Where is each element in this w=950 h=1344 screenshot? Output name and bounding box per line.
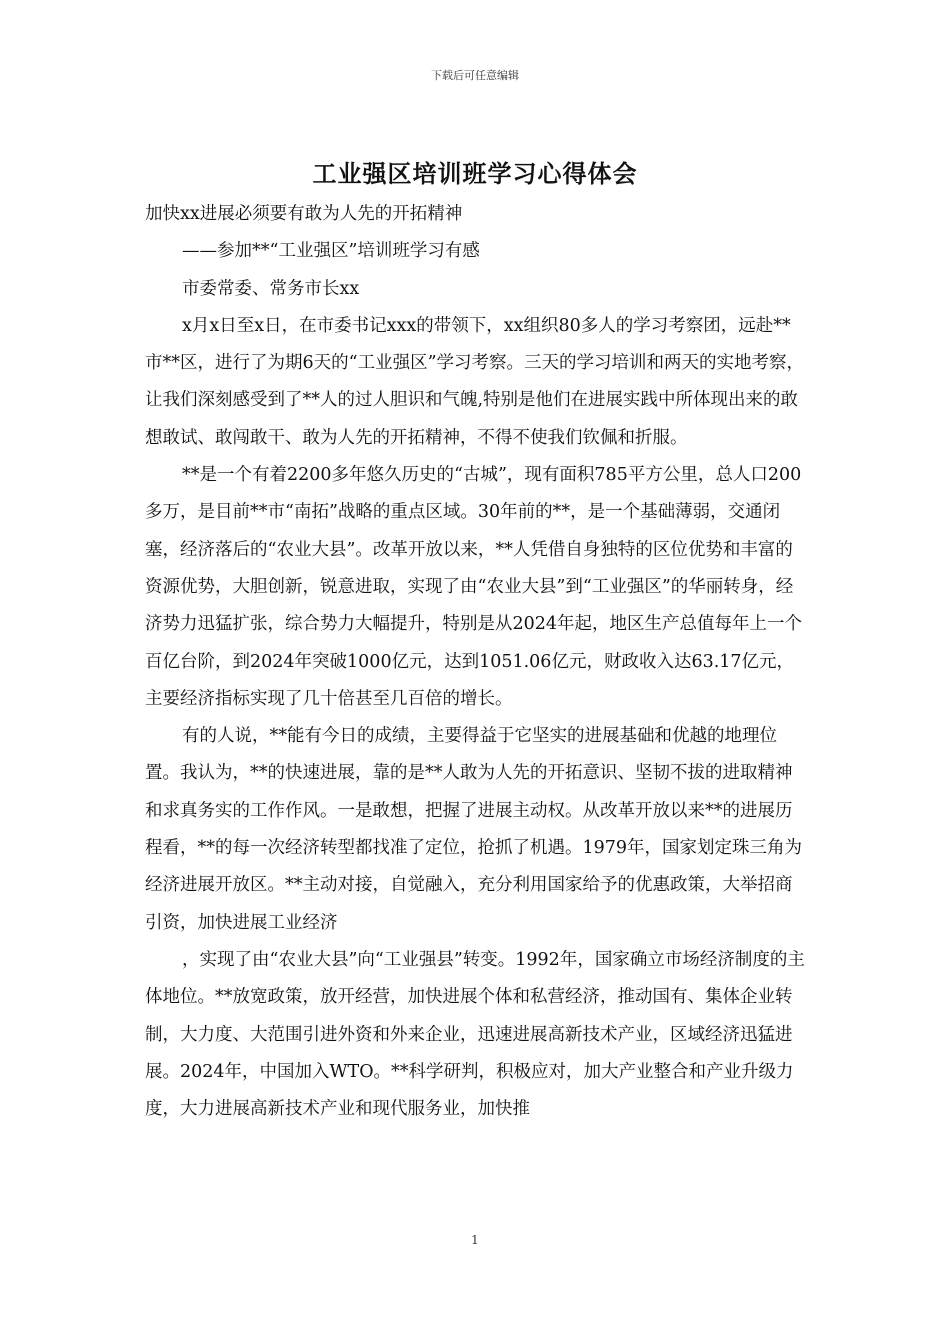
page-header-note: 下载后可任意编辑: [431, 69, 519, 82]
page-number: 1: [471, 1233, 479, 1247]
document-subtitle-secondary: ——参加**“工业强区”培训班学习有感: [182, 241, 480, 262]
body-paragraph: x月x日至x日，在市委书记xxx的带领下，xx组织80多人的学习考察团，远赴**市**区，进行了为期6天的“工业强区”学习考察。三天的学习培训和两天的实地考察，让我们深刻感受到了**人的过人胆识和气魄,特别是他们在进展实践中所体现出来的敢想敢试、敢闯敢干、敢为人先的开拓精神，不得不使我们钦佩和折服。: [145, 315, 805, 448]
document-title: 工业强区培训班学习心得体会: [312, 159, 638, 188]
document-body: [145, 196, 805, 1128]
body-paragraph: ，实现了由“农业大县”向“工业强县”转变。1992年，国家确立市场经济制度的主体地位。**放宽政策，放开经营，加快进展个体和私营经济，推动国有、集体企业转制，大力度、大范围引进外资和外来企业，迅速进展高新技术产业，区域经济迅猛进展。2024年，中国加入WTO。**科学研判，积极应对，加大产业整合和产业升级力度，大力进展高新技术产业和现代服务业，加快推: [145, 949, 805, 1120]
body-paragraph: **是一个有着2200多年悠久历史的“古城”，现有面积785平方公里，总人口200多万，是目前**市“南拓”战略的重点区域。30年前的**，是一个基础薄弱，交通闭塞，经济落后的“农业大县”。改革开放以来，**人凭借自身独特的区位优势和丰富的资源优势，大胆创新，锐意进取，实现了由“农业大县”到“工业强区”的华丽转身，经济势力迅猛扩张，综合势力大幅提升，特别是从2024年起，地区生产总值每年上一个百亿台阶，到2024年突破1000亿元，达到1051.06亿元，财政收入达63.17亿元，主要经济指标实现了几十倍甚至几百倍的增长。: [145, 465, 803, 709]
document-subtitle: 加快xx进展必须要有敢为人先的开拓精神: [145, 204, 463, 224]
body-paragraph: 有的人说，**能有今日的成绩，主要得益于它坚实的进展基础和优越的地理位置。我认为，**的快速进展，靠的是**人敢为人先的开拓意识、坚韧不拔的进取精神和求真务实的工作作风。一是敢想，把握了进展主动权。从改革开放以来**的进展历程看，**的每一次经济转型都找准了定位，抢抓了机遇。1979年，国家划定珠三角为经济进展开放区。**主动对接，自觉融入，充分利用国家给予的优惠政策，大举招商引资，加快进展工业经济: [145, 726, 803, 933]
document-author: 市委常委、常务市长xx: [182, 278, 360, 299]
